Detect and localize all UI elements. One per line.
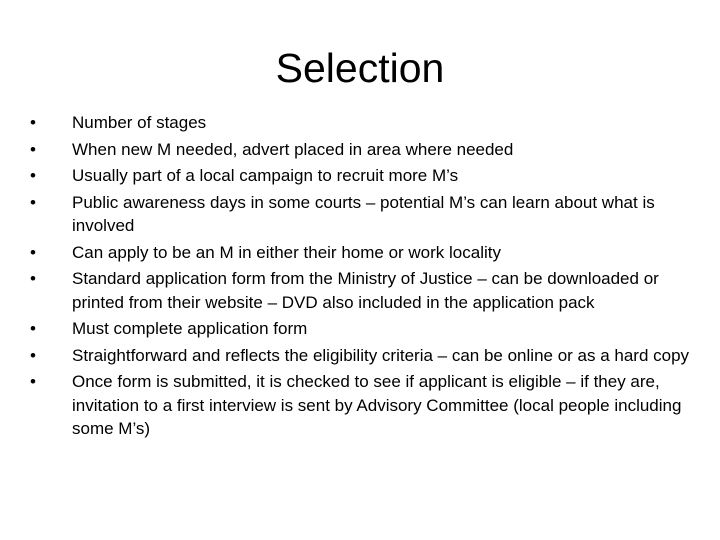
bullet-text: Straightforward and reflects the eligibility criteria – can be online or as a hard copy	[72, 345, 690, 365]
bullet-icon: •	[30, 113, 36, 132]
bullet-text: When new M needed, advert placed in area where needed	[72, 139, 514, 159]
bullet-item-awareness-days	[30, 191, 690, 238]
bullet-icon: •	[30, 192, 36, 212]
bullet-text: Standard application form from the Ministry of Justice – can be downloaded or printed from their website – DVD also included in the application pack	[72, 269, 659, 312]
slide-title: Selection	[275, 45, 445, 91]
bullet-icon: •	[30, 372, 36, 391]
bullet-text: Can apply to be an M in either their home or work locality	[72, 242, 501, 262]
bullet-text: Public awareness days in some courts – potential M’s can learn about what is involved	[72, 192, 655, 235]
bullet-icon: •	[30, 319, 36, 338]
bullet-item-local-campaign	[30, 164, 690, 188]
bullet-item-must-complete	[30, 317, 690, 341]
bullet-icon: •	[30, 166, 36, 185]
bullet-item-advert	[30, 138, 690, 162]
bullet-item-number-of-stages	[30, 111, 690, 135]
bullet-text: Number of stages	[72, 113, 207, 132]
bullet-item-eligibility-criteria	[30, 344, 690, 368]
bullet-item-form-submitted	[30, 370, 690, 441]
bullet-item-apply-locality	[30, 241, 690, 265]
bullet-text: Usually part of a local campaign to recruit more M’s	[72, 166, 459, 185]
bullet-icon: •	[30, 242, 36, 262]
bullet-icon: •	[30, 269, 36, 288]
bullet-icon: •	[30, 345, 36, 365]
bullet-icon: •	[30, 139, 36, 159]
bullet-text: Once form is submitted, it is checked to see if applicant is eligible – if they are, invitation to a first interview is sent by Advisory Committee (local people including some M’s)	[72, 372, 682, 438]
bullet-text: Must complete application form	[72, 319, 308, 338]
bullet-item-application-form	[30, 267, 690, 314]
bullet-list	[30, 111, 690, 444]
